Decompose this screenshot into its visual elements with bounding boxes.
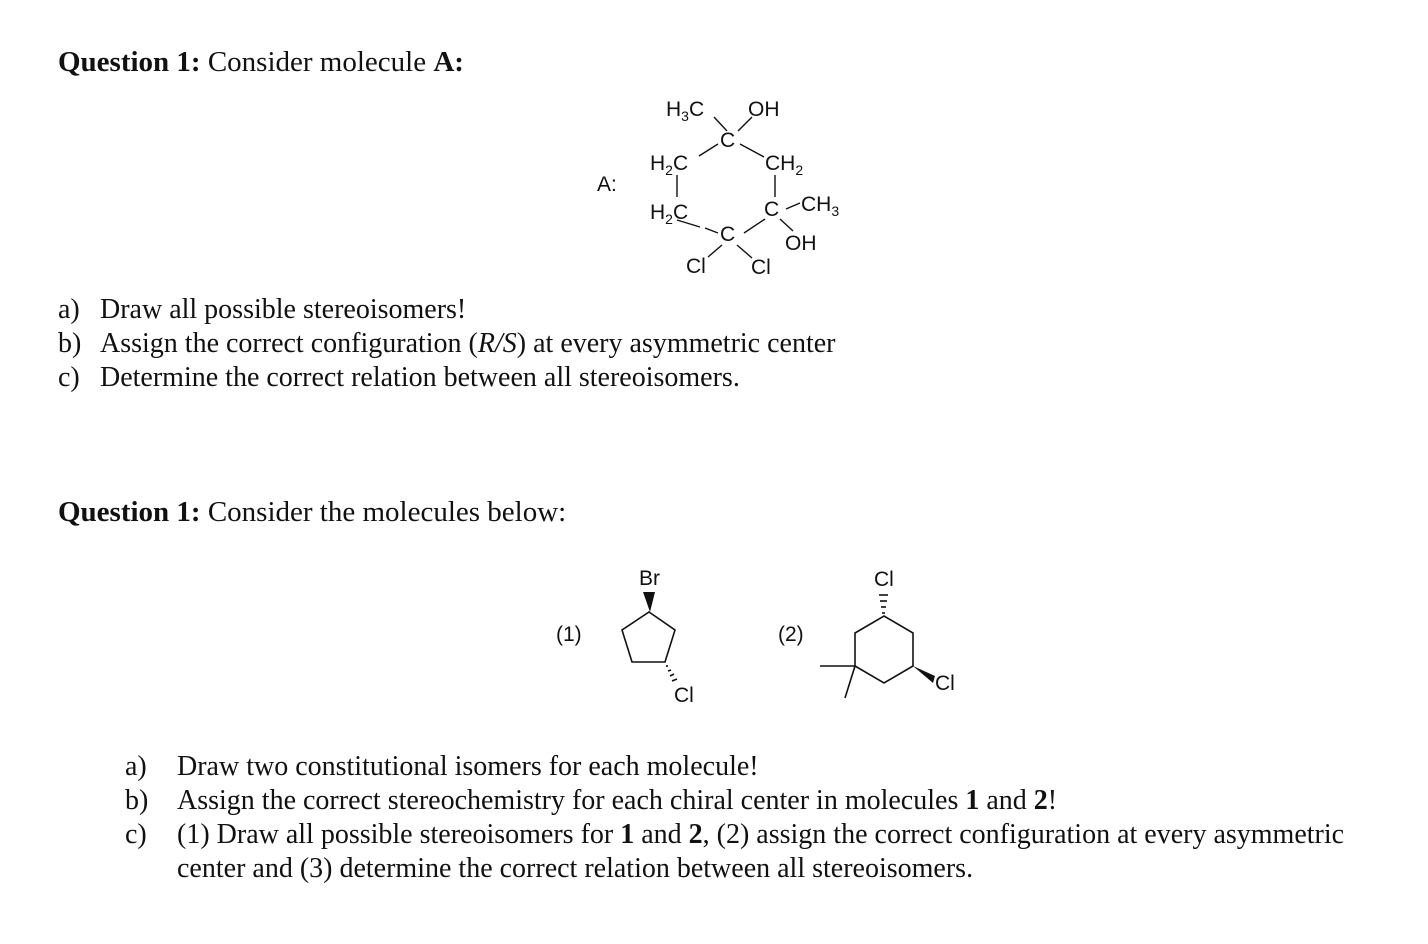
atom-c-top: C [720, 129, 736, 152]
question1b-heading [58, 496, 566, 529]
molecule2-label: (2) [778, 623, 804, 646]
task-text: center and (3) determine the correct relation between all stereoisomers. [177, 853, 974, 884]
molecule1-ring [622, 612, 675, 662]
heading-text: Consider the molecules below: [200, 496, 567, 528]
molecule1-label: (1) [556, 623, 582, 646]
molecule2-hash-bond [879, 595, 888, 613]
atom-oh-lower: OH [785, 232, 817, 255]
question-label: Question 1: [58, 496, 201, 528]
molecule2-cl-top: Cl [874, 568, 894, 591]
atom-oh-top: OH [748, 98, 780, 121]
task-text: Assign the correct configuration (R/S) at every asymmetric center [100, 328, 836, 359]
molecule1-cl: Cl [674, 684, 694, 707]
atom-h3c: $H_3C$ [666, 98, 705, 124]
task-text: Draw two constitutional isomers for each molecule! [177, 751, 759, 782]
task-marker: a) [58, 294, 80, 325]
task-marker: a) [125, 751, 147, 782]
task-text: Determine the correct relation between all stereoisomers. [100, 362, 740, 393]
atom-ch3: $CH_3$ [801, 193, 840, 219]
task-marker: c) [58, 362, 80, 393]
atom-h2c-lower: $H_2C$ [650, 201, 689, 227]
molecule1-hash-bond [666, 666, 677, 681]
task-marker: b) [58, 328, 82, 359]
molecule2-ring [855, 616, 913, 683]
question-label: Question 1: [58, 46, 201, 78]
task-text: Draw all possible stereoisomers! [100, 294, 467, 325]
molecule1-br: Br [639, 567, 660, 590]
atom-cl-right: Cl [751, 256, 771, 279]
atom-ch2: $CH_2$ [765, 152, 804, 178]
molecule-a-label: A: [597, 173, 617, 196]
molecule2-substituent-bonds [820, 666, 855, 698]
molecule-ref: A: [433, 46, 464, 78]
atom-cl-left: Cl [686, 255, 706, 278]
atom-c-right: C [764, 198, 780, 221]
molecule2-wedge-bond [913, 666, 935, 683]
task-text: Assign the correct stereochemistry for each chiral center in molecules 1 and 2! [177, 785, 1058, 816]
molecule-a-bonds [677, 117, 800, 258]
task-text: (1) Draw all possible stereoisomers for 1 and 2, (2) assign the correct configuration at every asymmetric [177, 819, 1345, 850]
atom-c-bottom: C [720, 223, 736, 246]
atom-h2c-upper: $H_2C$ [650, 152, 689, 178]
molecule1-wedge-bond [643, 592, 655, 612]
molecule-a-structure [0, 0, 1428, 300]
heading-text: Consider molecule [200, 46, 434, 78]
task-marker: c) [125, 819, 147, 850]
task-marker: b) [125, 785, 149, 816]
molecule2-cl-right: Cl [935, 672, 955, 695]
